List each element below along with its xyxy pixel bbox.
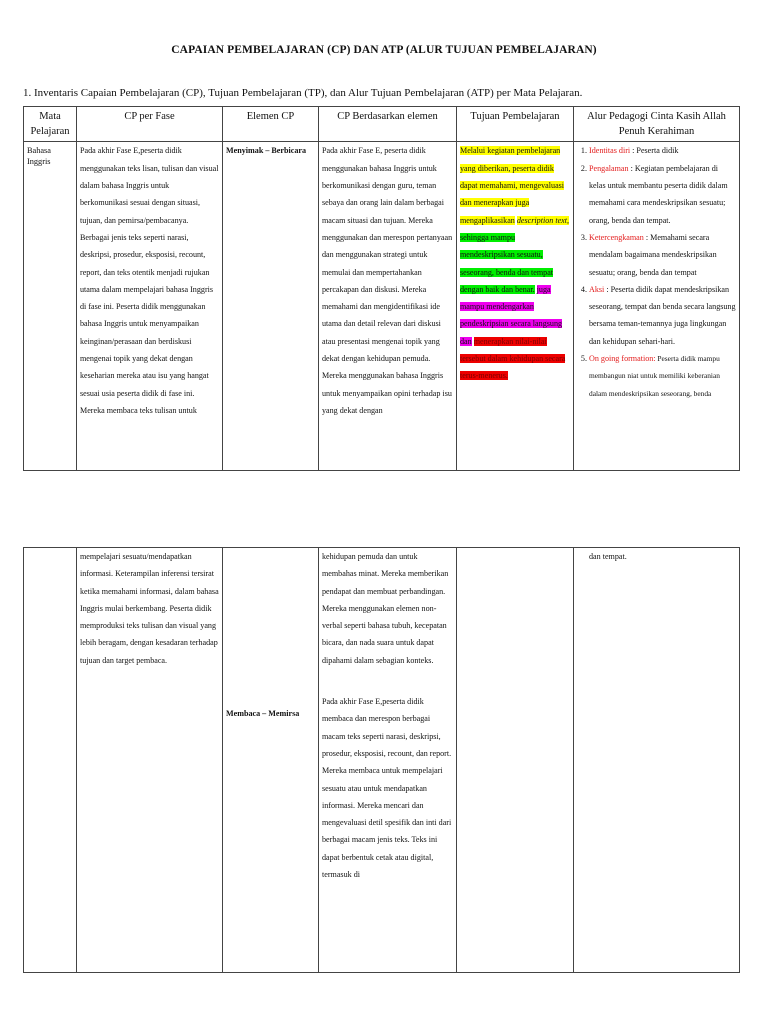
- cell-cp-elemen: [319, 142, 457, 471]
- cell-mapel: [24, 548, 77, 973]
- tujuan-text: [460, 142, 570, 384]
- alur-label: Ketercengkaman: [589, 232, 644, 242]
- header-tujuan: Tujuan Pembelajaran: [457, 107, 574, 142]
- cp-elemen-text: kehidupan pemuda dan untuk membahas minat. Mereka memberikan pendapat dan membuat perbandingan. Mereka menggunakan elemen non-verbal seperti bahasa tubuh, kecepatan bicara, dan nada suara untuk dapat dipahami dalam sebagian konteks.: [322, 552, 449, 665]
- highlight-yellow-italic: description text,: [516, 215, 570, 225]
- alur-item: [589, 350, 736, 402]
- alur-desc: Peserta didik mampu membangun niat untuk memiliki keberanian dalam mendeskripsikan seseorang, benda: [589, 354, 720, 398]
- cell-tujuan: [457, 142, 574, 471]
- header-cp-elemen: CP Berdasarkan elemen: [319, 107, 457, 142]
- cell-tujuan: [457, 548, 574, 973]
- alur-label: Aksi: [589, 284, 605, 294]
- cp-elemen-text: Pada akhir Fase E, peserta didik menggunakan bahasa Inggris untuk berkomunikasi dengan guru, teman sebaya dan orang lain dalam berbagai macam situasi dan tujuan. Mereka menggunakan dan merespon pertanyaan dan menggunakan strategi untuk memulai dan mempertahankan percakapan dan diskusi. Mereka memahami dan mengidentifikasi ide utama dan detail relevan dari diskusi atau presentasi mengenai topik yang dekat dengan kehidupan pemuda. Mereka menggunakan bahasa Inggris untuk menyampaikan opini terhadap isu yang dekat dengan: [322, 146, 453, 415]
- highlight-green: sehingga mampu mendeskripsikan sesuatu, seseorang, benda dan tempat dengan baik dan benar.: [460, 232, 554, 294]
- cp-fase-text: Pada akhir Fase E,peserta didik menggunakan teks lisan, tulisan dan visual dalam bahasa Inggris untuk berkomunikasi sesuai dengan situasi, tujuan, dan pemirsa/pembacanya. Berbagai jenis teks seperti narasi, deskripsi, prosedur, eksposisi, recount, report, dan teks otentik menjadi rujukan utama dalam mempelajari bahasa Inggris di fase ini. Peserta didik menggunakan bahasa Inggris untuk menyampaikan keinginan/perasaan dan berdiskusi mengenai topik yang dekat dengan keseharian mereka atau isu yang hangat sesuai usia peserta didik di fase ini. Mereka membaca teks tulisan untuk: [80, 146, 219, 415]
- cell-alur: [574, 548, 740, 973]
- alur-desc: : Peserta didik dapat mendeskripsikan seseorang, tempat dan benda secara langsung bersama teman-temannya juga lingkungan dan kehidupan sehari-hari.: [589, 284, 736, 346]
- header-mapel: Mata Pelajaran: [24, 107, 77, 142]
- alur-item: [589, 281, 736, 350]
- header-alur: Alur Pedagogi Cinta Kasih Allah Penuh Kerahiman: [574, 107, 740, 142]
- highlight-red: menerapkan nilai-nilai tersebut dalam kehidupan secara terus-menerus.: [460, 336, 566, 381]
- intro-text: 1. Inventaris Capaian Pembelajaran (CP), Tujuan Pembelajaran (TP), dan Alur Tujuan Pembelajaran (ATP) per Mata Pelajaran.: [23, 87, 583, 99]
- cell-mapel: [24, 142, 77, 471]
- highlight-yellow: Melalui kegiatan pembelajaran yang diberikan, peserta didik dapat memahami, mengevaluasi dan menerapkan juga mengaplikasikan: [460, 146, 565, 225]
- alur-label: Identitas diri: [589, 146, 631, 156]
- page-title: CAPAIAN PEMBELAJARAN (CP) DAN ATP (ALUR TUJUAN PEMBELAJARAN): [171, 44, 597, 56]
- alur-label: Pengalaman: [589, 163, 629, 173]
- alur-continuation: dan tempat.: [589, 552, 627, 561]
- subject-name: Bahasa Inggris: [27, 146, 51, 167]
- header-cp-fase: CP per Fase: [77, 107, 223, 142]
- table-row: [24, 142, 740, 471]
- alur-item: [589, 229, 736, 281]
- cp-elemen-text-membaca: Pada akhir Fase E,peserta didik membaca dan merespon berbagai macam teks seperti narasi, deskripsi, prosedur, eksposisi, recount, dan report. Mereka membaca untuk mempelajari sesuatu atau untuk mendapatkan informasi. Mereka mencari dan mengevaluasi detil spesifik dan inti dari berbagai macam jenis teks. Teks ini dapat berbentuk cetak atau digital, termasuk di: [322, 697, 452, 880]
- alur-desc: : Peserta didik: [630, 146, 679, 156]
- elemen-name: Membaca – Memirsa: [226, 709, 300, 718]
- alur-label: On going formation:: [589, 354, 656, 363]
- elemen-name: Menyimak – Berbicara: [226, 146, 307, 156]
- cell-cp-elemen: [319, 548, 457, 973]
- cp-atp-table-page-1: [23, 106, 740, 471]
- cell-elemen: [223, 548, 319, 973]
- cell-cp-fase: [77, 548, 223, 973]
- table-header-row: [24, 107, 740, 142]
- alur-desc: : Memahami secara mendalam bagaimana mendeskripsikan sesuatu; orang, benda dan tempat: [589, 232, 717, 277]
- alur-list: [577, 142, 736, 401]
- cp-fase-text: mempelajari sesuatu/mendapatkan informasi. Keterampilan inferensi tersirat ketika memahami informasi, dalam bahasa Inggris mulai berkembang. Peserta didik memproduksi teks tulisan dan visual yang lebih beragam, dengan kesadaran terhadap tujuan dan target pembaca.: [80, 552, 219, 665]
- table-row: [24, 548, 740, 973]
- alur-desc: : Kegiatan pembelajaran di kelas untuk membantu peserta didik dalam memahami cara mendeskripsikan sesuatu; orang, benda dan tempat.: [589, 163, 728, 225]
- cell-alur: [574, 142, 740, 471]
- alur-item: [589, 142, 736, 159]
- alur-item: [589, 160, 736, 229]
- cell-elemen: [223, 142, 319, 471]
- cp-atp-table-page-2: [23, 547, 740, 973]
- highlight-magenta: juga mampu mendengarkan pendeskripsian secara langsung dan: [460, 284, 563, 346]
- header-elemen: Elemen CP: [223, 107, 319, 142]
- cell-cp-fase: [77, 142, 223, 471]
